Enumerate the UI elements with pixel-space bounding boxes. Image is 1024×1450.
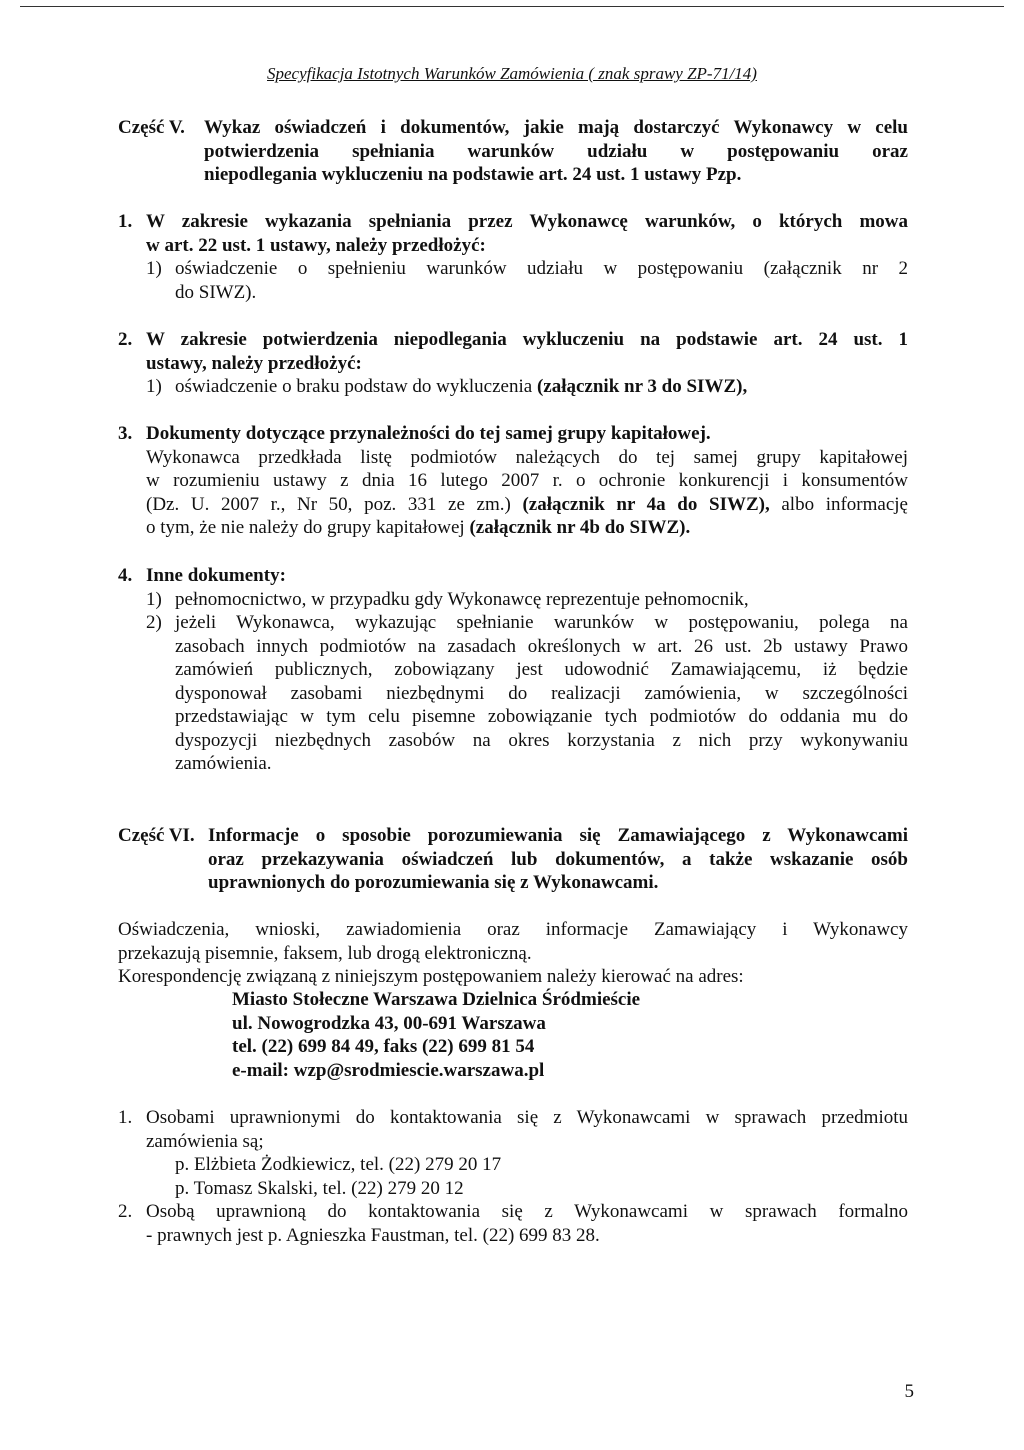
address-block: [232, 988, 872, 1082]
part5-label: Część V.: [118, 117, 185, 138]
section-4-item-line: dyspozycji niezbędnych zasobów na okres korzystania z nich przy wykonywaniu: [175, 729, 908, 751]
contact-2-line: - prawnych jest p. Agnieszka Faustman, tel. (22) 699 83 28.: [146, 1224, 600, 1246]
paragraph-line: Korespondencję związaną z niniejszym postępowaniem należy kierować na adres:: [118, 966, 744, 987]
section-3-number: 3.: [118, 423, 133, 444]
section-4: [118, 564, 908, 776]
address-line: Miasto Stołeczne Warszawa Dzielnica Śródmieście: [232, 989, 641, 1010]
contact-1-line: zamówienia są;: [146, 1130, 264, 1152]
section-1-item-text: oświadczenie o spełnieniu warunków udziału w postępowaniu (załącznik nr 2: [175, 258, 908, 279]
section-3-line: [146, 493, 908, 517]
address-line: tel. (22) 699 84 49, faks (22) 699 81 54: [232, 1036, 535, 1057]
paragraph-line: Oświadczenia, wnioski, zawiadomienia oraz informacje Zamawiający i Wykonawcy: [118, 919, 908, 940]
section-3-line: w rozumieniu ustawy z dnia 16 lutego 2007 r. o ochronie konkurencji i konsumentów: [146, 470, 908, 491]
section-1-item-text: do SIWZ).: [175, 281, 257, 303]
section-4-item-line: przedstawiając w tym celu pisemne zobowiązanie tych podmiotów do oddania mu do: [175, 706, 908, 727]
section-3-title: Dokumenty dotyczące przynależności do tej samej grupy kapitałowej.: [146, 423, 711, 444]
section-2-line: ustawy, należy przedłożyć:: [146, 352, 362, 374]
section-3-line: Wykonawca przedkłada listę podmiotów należących do tej samej grupy kapitałowej: [146, 446, 908, 468]
part6-title-line: Informacje o sposobie porozumiewania się Zamawiającego z Wykonawcami: [208, 825, 908, 846]
contact-1-line: Osobami uprawnionymi do kontaktowania się z Wykonawcami w sprawach przedmiotu: [146, 1107, 908, 1128]
part5-title-line: niepodlegania wykluczeniu na podstawie art. 24 ust. 1 ustawy Pzp.: [204, 164, 742, 185]
section-4-number: 4.: [118, 565, 133, 586]
section-1-number: 1.: [118, 211, 133, 232]
contact-2-line: Osobą uprawnioną do kontaktowania się z Wykonawcami w sprawach formalno: [146, 1201, 908, 1222]
section-4-title: Inne dokumenty:: [146, 565, 286, 586]
section-4-item-line: zasobach innych podmiotów na zasadach określonych w art. 26 ust. 2b ustawy Prawo: [175, 635, 908, 657]
address-line: ul. Nowogrodzka 43, 00-691 Warszawa: [232, 1012, 546, 1034]
part6-label: Część VI.: [118, 825, 195, 846]
contact-person: p. Elżbieta Żodkiewicz, tel. (22) 279 20 17: [175, 1154, 502, 1175]
section-4-item-line: zamówień publicznych, zobowiązany jest udowodnić Zamawiającemu, iż będzie: [175, 659, 908, 680]
section-4-item-line: zamówienia.: [175, 753, 272, 774]
contact-1-number: 1.: [118, 1107, 133, 1128]
communication-paragraph: [118, 918, 908, 989]
page-number: 5: [904, 1381, 914, 1402]
item-number: 2): [146, 612, 162, 633]
item-number: 1): [146, 376, 162, 397]
part6-title-line: oraz przekazywania oświadczeń lub dokumentów, a także wskazanie osób: [208, 848, 908, 870]
top-rule: [20, 6, 1004, 7]
contact-section-2: [118, 1200, 908, 1247]
section-1: [118, 210, 908, 304]
part6-title-line: uprawnionych do porozumiewania się z Wykonawcami.: [208, 872, 659, 893]
section-3: [118, 422, 908, 540]
document-header: Specyfikacja Istotnych Warunków Zamówienia ( znak sprawy ZP-71/14): [267, 64, 757, 83]
section-4-item-line: dysponował zasobami niezbędnymi do realizacji zamówienia, w szczególności: [175, 682, 908, 704]
annex-reference: (załącznik nr 4b do SIWZ).: [469, 517, 691, 538]
section-3-line: [146, 516, 908, 540]
section-1-line: W zakresie wykazania spełniania przez Wykonawcę warunków, o których mowa: [146, 211, 908, 232]
contact-2-number: 2.: [118, 1201, 133, 1222]
section-2-number: 2.: [118, 329, 133, 350]
item-number: 1): [146, 258, 162, 279]
part6-heading: [118, 824, 908, 895]
section-3-text: o tym, że nie należy do grupy kapitałowej: [146, 517, 465, 538]
section-3-text: (Dz. U. 2007 r., Nr 50, poz. 331 ze zm.): [146, 493, 511, 515]
part5-title-line: Wykaz oświadczeń i dokumentów, jakie mają dostarczyć Wykonawcy w celu: [204, 117, 908, 138]
contact-section-1: [118, 1106, 908, 1200]
section-2-item-text: oświadczenie o braku podstaw do wykluczenia: [175, 376, 533, 397]
section-2-line: W zakresie potwierdzenia niepodlegania wykluczeniu na podstawie art. 24 ust. 1: [146, 329, 908, 350]
email-address: e-mail: wzp@srodmiescie.warszawa.pl: [232, 1059, 545, 1081]
part5-title-line: potwierdzenia spełniania warunków udziału w postępowaniu oraz: [204, 140, 908, 162]
annex-reference: (załącznik nr 4a do SIWZ),: [522, 493, 770, 515]
paragraph-line: przekazują pisemnie, faksem, lub drogą elektroniczną.: [118, 942, 532, 964]
section-4-item-text: pełnomocnictwo, w przypadku gdy Wykonawcę reprezentuje pełnomocnik,: [175, 588, 749, 610]
section-4-item-line: jeżeli Wykonawca, wykazując spełnianie warunków w postępowaniu, polega na: [175, 612, 908, 633]
item-number: 1): [146, 588, 162, 610]
section-2: [118, 328, 908, 399]
annex-reference: (załącznik nr 3 do SIWZ),: [536, 376, 748, 397]
contact-person: p. Tomasz Skalski, tel. (22) 279 20 12: [175, 1177, 464, 1199]
section-1-line: w art. 22 ust. 1 ustawy, należy przedłożyć:: [146, 234, 486, 256]
section-3-text: albo informację: [781, 493, 908, 515]
part5-heading: [118, 116, 908, 187]
